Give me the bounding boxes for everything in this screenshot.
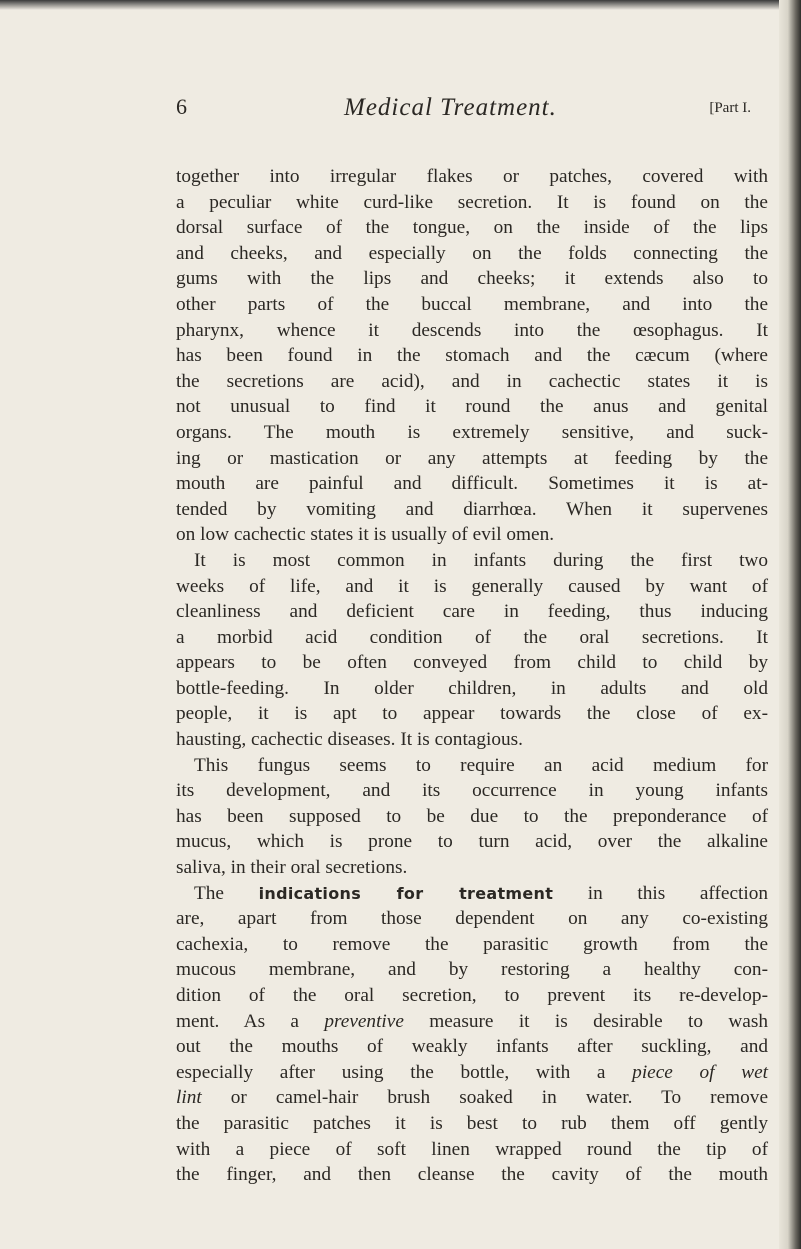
text-line: mouth are painful and difficult. Sometimes it is at- bbox=[176, 473, 768, 495]
text-line: weeks of life, and it is generally caused by want of bbox=[176, 575, 768, 597]
text-line: gums with the lips and cheeks; it extends also to bbox=[176, 268, 768, 290]
running-title: Medical Treatment. bbox=[344, 94, 557, 121]
text-line: cachexia, to remove the parasitic growth from the bbox=[176, 933, 768, 955]
text-line: has been supposed to be due to the preponderance of bbox=[176, 805, 768, 827]
page-edge-right bbox=[779, 0, 801, 1249]
text-line: with a piece of soft linen wrapped round the tip of bbox=[176, 1138, 768, 1160]
text-line: a morbid acid condition of the oral secretions. It bbox=[176, 626, 768, 648]
text-line: pharynx, whence it descends into the œsophagus. It bbox=[176, 319, 768, 341]
page-header bbox=[176, 94, 751, 130]
text-line: the finger, and then cleanse the cavity of the mouth bbox=[176, 1164, 768, 1186]
inline-text: especially after using the bottle, with a bbox=[176, 1061, 606, 1083]
body-text bbox=[176, 164, 768, 1188]
text-line: hausting, cachectic diseases. It is contagious. bbox=[176, 729, 523, 751]
text-line: other parts of the buccal membrane, and into the bbox=[176, 293, 768, 315]
text-line: mucus, which is prone to turn acid, over the alkaline bbox=[176, 831, 768, 853]
text-line: has been found in the stomach and the cæcum (where bbox=[176, 345, 768, 367]
text-line bbox=[176, 1060, 768, 1086]
text-line: on low cachectic states it is usually of evil omen. bbox=[176, 524, 555, 546]
inline-text: in this affection bbox=[587, 882, 768, 904]
italic-text: preventive bbox=[324, 1010, 404, 1032]
text-line: cleanliness and deficient care in feeding, thus inducing bbox=[176, 601, 768, 623]
text-line: a peculiar white curd-like secretion. It is found on the bbox=[176, 191, 768, 213]
text-line: the parasitic patches it is best to rub them off gently bbox=[176, 1112, 768, 1134]
inline-text: measure it is desirable to wash bbox=[429, 1010, 768, 1032]
text-line: This fungus seems to require an acid medium for bbox=[194, 754, 768, 776]
text-line: people, it is apt to appear towards the close of ex- bbox=[176, 703, 768, 725]
text-line: mucous membrane, and by restoring a healthy con- bbox=[176, 959, 768, 981]
text-line bbox=[176, 881, 768, 907]
italic-text: lint bbox=[176, 1087, 202, 1109]
page-edge-top bbox=[0, 0, 801, 10]
text-line: the secretions are acid), and in cachectic states it is bbox=[176, 370, 768, 392]
text-line: tended by vomiting and diarrhœa. When it supervenes bbox=[176, 498, 768, 520]
text-line: dorsal surface of the tongue, on the inside of the lips bbox=[176, 217, 768, 239]
text-line: organs. The mouth is extremely sensitive, and suck- bbox=[176, 421, 768, 443]
text-line: ing or mastication or any attempts at feeding by the bbox=[176, 447, 768, 469]
text-line: bottle-feeding. In older children, in adults and old bbox=[176, 677, 768, 699]
text-line: and cheeks, and especially on the folds connecting the bbox=[176, 242, 768, 264]
text-line: saliva, in their oral secretions. bbox=[176, 857, 408, 879]
text-line: out the mouths of weakly infants after suckling, and bbox=[176, 1036, 768, 1058]
text-line: its development, and its occurrence in young infants bbox=[176, 780, 768, 802]
text-line: It is most common in infants during the first two bbox=[194, 549, 768, 571]
text-line bbox=[176, 1085, 768, 1111]
part-label: [Part I. bbox=[709, 100, 751, 116]
text-line: dition of the oral secretion, to prevent its re-develop- bbox=[176, 985, 768, 1006]
inline-the: The bbox=[194, 882, 224, 904]
bold-heading: indications for treatment bbox=[258, 883, 554, 903]
text-line: appears to be often conveyed from child to child by bbox=[176, 652, 768, 674]
italic-text: piece of wet bbox=[632, 1061, 768, 1083]
page-number: 6 bbox=[176, 94, 187, 119]
text-line: not unusual to find it round the anus and genital bbox=[176, 396, 768, 418]
text-line bbox=[176, 1009, 768, 1035]
text-line: together into irregular flakes or patches, covered with bbox=[176, 166, 768, 187]
inline-text: or camel-hair brush soaked in water. To remove bbox=[230, 1087, 768, 1109]
text-line: are, apart from those dependent on any co-existing bbox=[176, 908, 768, 930]
inline-text: ment. As a bbox=[176, 1010, 299, 1032]
